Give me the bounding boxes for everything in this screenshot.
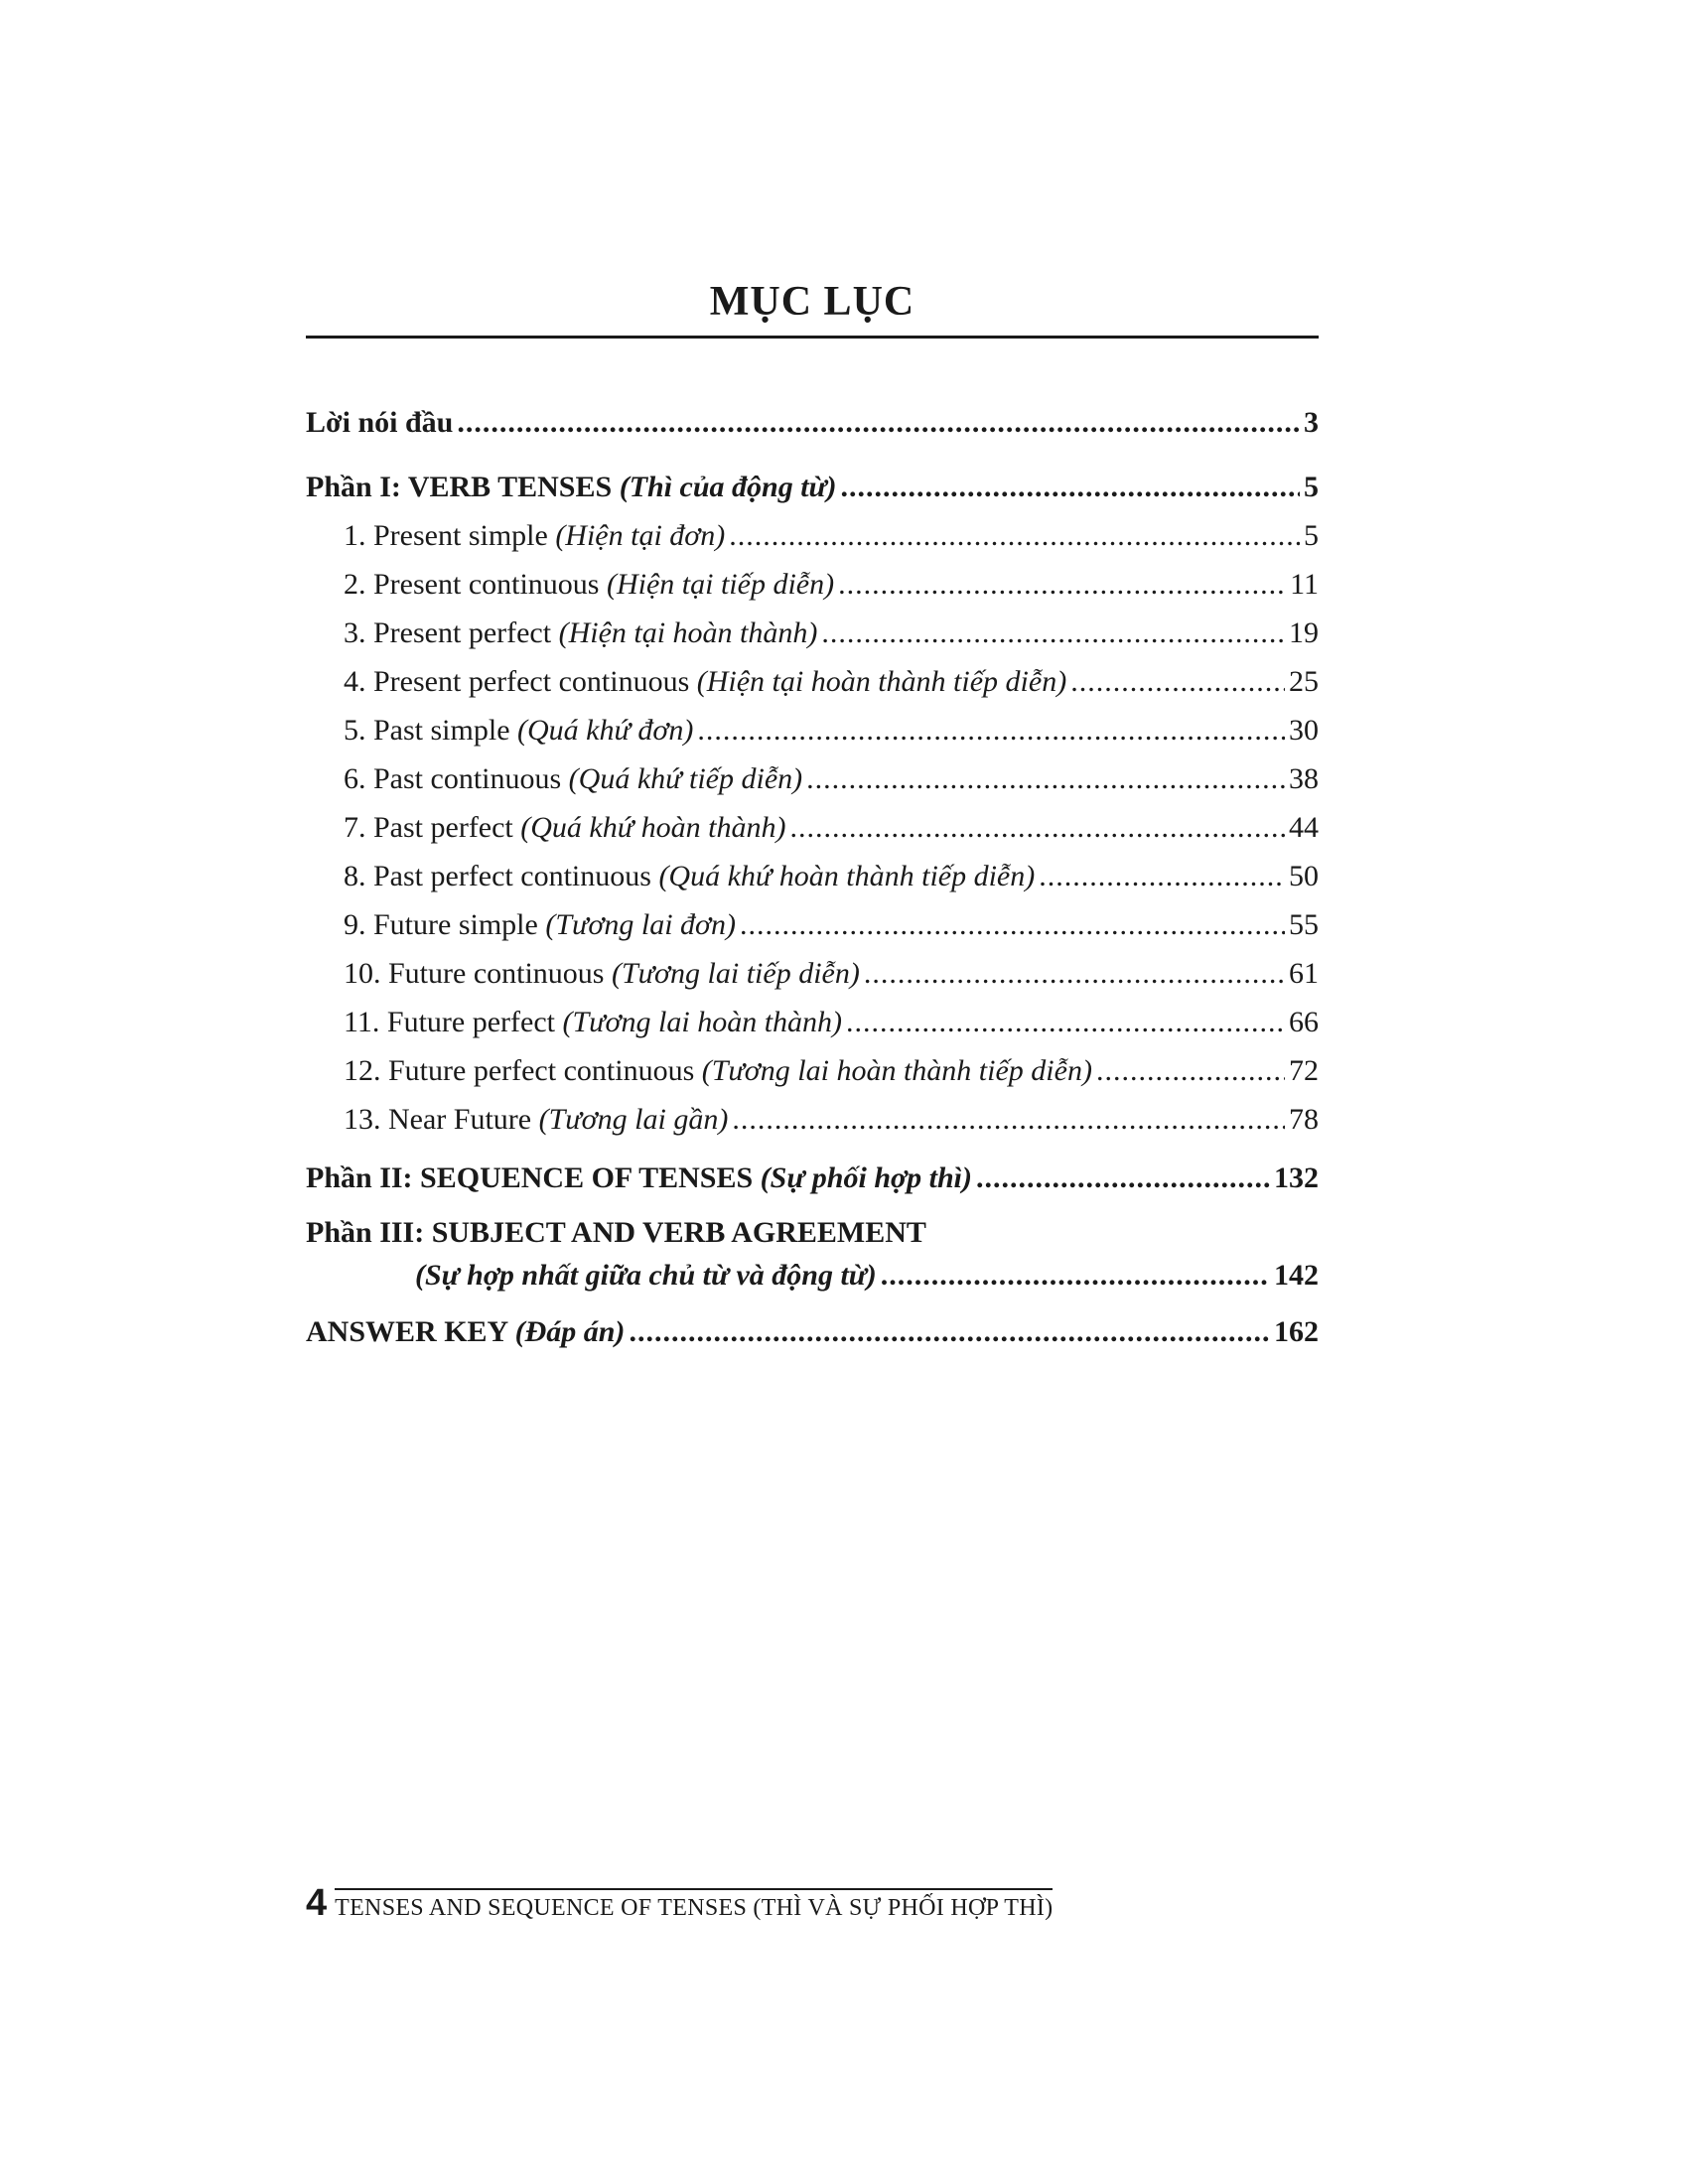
toc-label-en: 12. Future perfect continuous — [344, 1054, 695, 1087]
dot-leader — [846, 998, 1285, 1046]
toc-page-number: 44 — [1289, 811, 1319, 844]
toc-entry-subsection[interactable] — [306, 803, 1319, 852]
toc-page — [306, 278, 1319, 1356]
toc-entry-part-1[interactable] — [306, 463, 1319, 511]
toc-label — [344, 1095, 728, 1144]
toc-label-en: Phần I: VERB TENSES — [306, 471, 613, 503]
toc-label — [344, 900, 736, 949]
toc-entry-subsection[interactable] — [306, 657, 1319, 706]
toc-label-en: 2. Present continuous — [344, 568, 600, 601]
toc-page-number: 142 — [1274, 1259, 1319, 1292]
dot-leader — [740, 900, 1285, 949]
dot-leader — [881, 1254, 1270, 1297]
toc-label-en: 6. Past continuous — [344, 762, 562, 795]
toc-label-vi: (Đáp án) — [514, 1315, 626, 1348]
dot-leader — [729, 511, 1300, 560]
toc-label-en: Phần II: SEQUENCE OF TENSES — [306, 1161, 754, 1194]
toc-entry-subsection[interactable] — [306, 511, 1319, 560]
toc-page-number: 38 — [1289, 762, 1319, 795]
dot-leader — [976, 1154, 1270, 1202]
toc-entry-subsection[interactable] — [306, 949, 1319, 998]
toc-entry-subsection[interactable] — [306, 852, 1319, 900]
dot-leader — [457, 398, 1300, 447]
toc-label-en: 1. Present simple — [344, 519, 548, 552]
toc-label-vi: (Thì của động từ) — [619, 471, 837, 503]
toc-label — [344, 852, 1035, 900]
toc-entry-answer-key[interactable] — [306, 1307, 1319, 1356]
toc-page-number: 30 — [1289, 714, 1319, 747]
toc-label-en: 13. Near Future — [344, 1103, 532, 1136]
dot-leader — [697, 706, 1285, 754]
toc-page-number: 5 — [1304, 471, 1319, 503]
toc-label — [306, 1307, 625, 1356]
toc-label — [344, 998, 842, 1046]
toc-label-vi: (Tương lai gần) — [538, 1103, 729, 1136]
page-title: MỤC LỤC — [709, 279, 915, 325]
toc-entry-subsection[interactable] — [306, 998, 1319, 1046]
toc-entry-part-3[interactable] — [306, 1212, 1319, 1297]
toc-label-vi: (Quá khứ tiếp diễn) — [568, 762, 803, 795]
toc-entry-subsection[interactable] — [306, 609, 1319, 657]
toc-entry-part-2[interactable] — [306, 1154, 1319, 1202]
toc-label-vi: (Tương lai hoàn thành) — [562, 1006, 843, 1038]
toc-label-en: 10. Future continuous — [344, 957, 605, 990]
toc-label-en: 9. Future simple — [344, 908, 538, 941]
toc-page-number: 11 — [1290, 568, 1319, 601]
toc-label-en: 7. Past perfect — [344, 811, 513, 844]
toc-label-en: 11. Future perfect — [344, 1006, 555, 1038]
toc-label: Lời nói đầu — [306, 406, 454, 439]
dot-leader — [821, 609, 1285, 657]
toc-entry-subsection[interactable] — [306, 1095, 1319, 1144]
dot-leader — [629, 1307, 1270, 1356]
toc-page-number: 66 — [1289, 1006, 1319, 1038]
running-title: TENSES AND SEQUENCE OF TENSES (THÌ VÀ SỰ PHỐI HỢP THÌ) — [335, 1888, 1053, 1922]
toc-page-number: 19 — [1289, 616, 1319, 649]
toc-label — [344, 706, 693, 754]
toc-label — [344, 511, 725, 560]
dot-leader — [1070, 657, 1285, 706]
toc-entry-part-3-line — [306, 1254, 1319, 1297]
table-of-contents — [306, 398, 1319, 1356]
toc-entry-subsection[interactable] — [306, 1046, 1319, 1095]
toc-label-vi: (Hiện tại hoàn thành tiếp diễn) — [696, 665, 1067, 698]
toc-page-number: 5 — [1304, 519, 1319, 552]
toc-label-vi: (Quá khứ hoàn thành tiếp diễn) — [658, 860, 1036, 892]
dot-leader — [789, 803, 1285, 852]
toc-label-en: 4. Present perfect continuous — [344, 665, 690, 698]
toc-label — [344, 657, 1066, 706]
dot-leader — [1096, 1046, 1285, 1095]
toc-page-number: 162 — [1274, 1315, 1319, 1348]
toc-label-vi: (Quá khứ hoàn thành) — [520, 811, 786, 844]
toc-label-vi: (Sự phối hợp thì) — [760, 1161, 972, 1194]
toc-page-number: 78 — [1289, 1103, 1319, 1136]
toc-label-vi: (Sự hợp nhất giữa chủ từ và động từ) — [415, 1259, 877, 1292]
toc-label-en: 5. Past simple — [344, 714, 510, 747]
toc-page-number: 55 — [1289, 908, 1319, 941]
toc-label-en: Phần III: SUBJECT AND VERB AGREEMENT — [306, 1216, 926, 1249]
toc-entry-subsection[interactable] — [306, 900, 1319, 949]
toc-entry-preface[interactable] — [306, 398, 1319, 447]
toc-page-number: 132 — [1274, 1161, 1319, 1194]
toc-entry-subsection[interactable] — [306, 706, 1319, 754]
dot-leader — [838, 560, 1286, 609]
page-footer — [306, 1884, 1053, 1922]
dot-leader — [732, 1095, 1285, 1144]
toc-page-number: 61 — [1289, 957, 1319, 990]
dot-leader — [864, 949, 1285, 998]
toc-label — [344, 1046, 1092, 1095]
toc-label — [344, 609, 817, 657]
toc-label-vi: (Hiện tại tiếp diễn) — [606, 568, 835, 601]
toc-label — [344, 803, 785, 852]
toc-label-vi: (Hiện tại hoàn thành) — [558, 616, 818, 649]
toc-entry-subsection[interactable] — [306, 754, 1319, 803]
toc-label — [306, 1154, 972, 1202]
toc-label-vi: (Hiện tại đơn) — [555, 519, 726, 552]
toc-page-number: 25 — [1289, 665, 1319, 698]
toc-label-vi: (Tương lai tiếp diễn) — [612, 957, 860, 990]
toc-label-en: 3. Present perfect — [344, 616, 552, 649]
title-divider — [306, 336, 1319, 339]
toc-label-vi: (Tương lai đơn) — [545, 908, 737, 941]
toc-label-en: ANSWER KEY — [306, 1315, 508, 1348]
footer-page-number: 4 — [306, 1882, 328, 1924]
dot-leader — [1039, 852, 1285, 900]
toc-label-en: 8. Past perfect continuous — [344, 860, 651, 892]
toc-entry-subsection[interactable] — [306, 560, 1319, 609]
toc-page-number: 72 — [1289, 1054, 1319, 1087]
dot-leader — [806, 754, 1285, 803]
dot-leader — [841, 463, 1300, 511]
toc-label — [344, 560, 834, 609]
toc-label-vi: (Tương lai hoàn thành tiếp diễn) — [701, 1054, 1092, 1087]
toc-page-number: 3 — [1304, 406, 1319, 439]
toc-page-number: 50 — [1289, 860, 1319, 892]
toc-label — [344, 754, 802, 803]
toc-label-vi: (Quá khứ đơn) — [517, 714, 694, 747]
part-1-subsections — [306, 511, 1319, 1144]
toc-label — [344, 949, 860, 998]
toc-label — [306, 463, 837, 511]
